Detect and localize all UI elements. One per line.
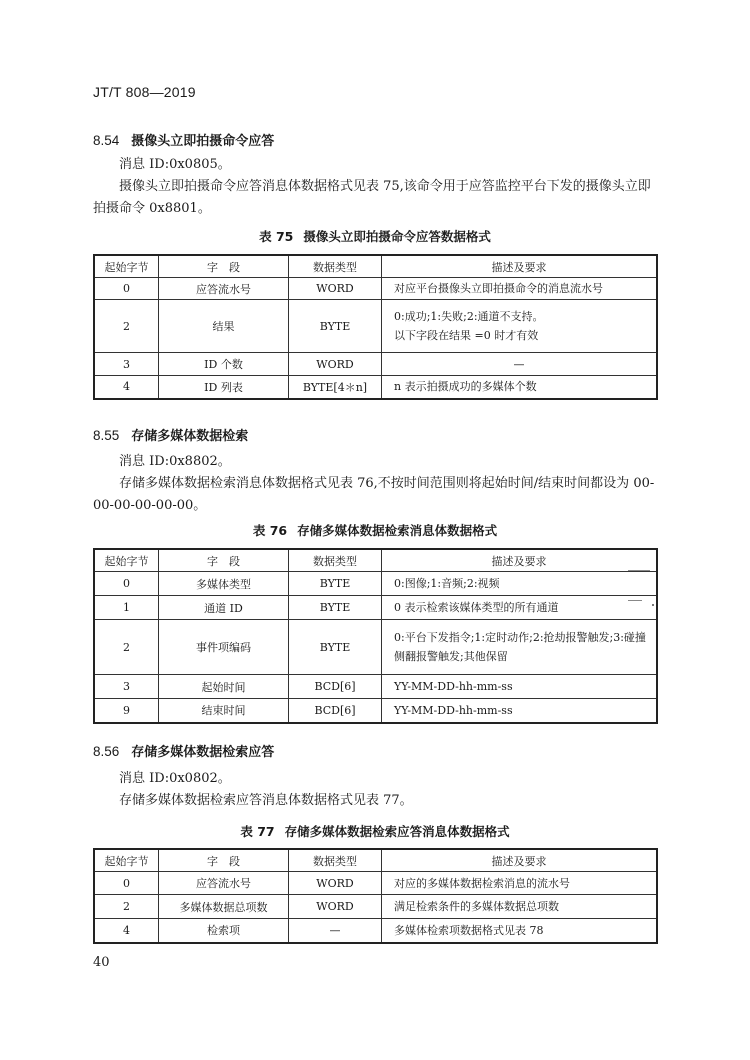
section-heading-8-54: 8.54 摄像头立即拍摄命令应答 (93, 133, 275, 149)
cell-field: 结果 (159, 300, 289, 353)
table-row (94, 675, 657, 699)
cell-desc: 0 表示检索该媒体类型的所有通道 (382, 596, 658, 620)
cell-field: 起始时间 (159, 675, 289, 699)
section-heading-8-55: 8.55 存储多媒体数据检索 (93, 428, 249, 444)
cell-desc: 0:图像;1:音频;2:视频 (382, 572, 658, 596)
cell-desc: 对应的多媒体数据检索消息的流水号 (382, 872, 658, 895)
cell-type: WORD (289, 895, 382, 919)
cell-offset: 9 (94, 699, 159, 723)
table-row (94, 376, 657, 399)
col-header: 数据类型 (289, 255, 382, 278)
col-header: 起始字节 (94, 549, 159, 572)
cell-desc: YY-MM-DD-hh-mm-ss (382, 699, 658, 723)
scan-artifact (652, 604, 654, 606)
cell-field: 通道 ID (159, 596, 289, 620)
cell-offset: 3 (94, 353, 159, 376)
cell-offset: 0 (94, 572, 159, 596)
cell-desc: 满足检索条件的多媒体数据总项数 (382, 895, 658, 919)
col-header: 字 段 (159, 549, 289, 572)
table-row (94, 895, 657, 919)
standard-header: JT/T 808—2019 (93, 84, 196, 100)
cell-desc: n 表示拍摄成功的多媒体个数 (382, 376, 658, 399)
page-number: 40 (93, 955, 110, 970)
cell-offset: 2 (94, 895, 159, 919)
cell-offset: 2 (94, 300, 159, 353)
table-row (94, 872, 657, 895)
table-caption-76: 表 76 存储多媒体数据检索消息体数据格式 (252, 523, 498, 538)
col-header: 描述及要求 (382, 849, 658, 872)
cell-offset: 3 (94, 675, 159, 699)
cell-field: 多媒体类型 (159, 572, 289, 596)
scan-artifact (628, 570, 650, 571)
cell-desc: YY-MM-DD-hh-mm-ss (382, 675, 658, 699)
cell-field: ID 个数 (159, 353, 289, 376)
cell-field: 应答流水号 (159, 872, 289, 895)
cell-type: WORD (289, 278, 382, 300)
cell-type: BCD[6] (289, 675, 382, 699)
col-header: 起始字节 (94, 849, 159, 872)
cell-desc: 0:成功;1:失败;2:通道不支持。 以下字段在结果 =0 时才有效 (382, 300, 658, 353)
table-row (94, 699, 657, 723)
cell-type: BYTE (289, 300, 382, 353)
table-75 (93, 254, 658, 400)
paragraph: 消息 ID:0x0805。 (119, 157, 231, 172)
cell-desc: 0:平台下发指令;1:定时动作;2:抢劫报警触发;3:碰撞侧翻报警触发;其他保留 (382, 620, 658, 675)
cell-type: — (289, 919, 382, 943)
paragraph: 摄像头立即拍摄命令应答消息体数据格式见表 75,该命令用于应答监控平台下发的摄像头立即拍摄命令 0x8801。 (93, 179, 651, 216)
section-heading-8-56: 8.56 存储多媒体数据检索应答 (93, 744, 275, 760)
cell-offset: 0 (94, 278, 159, 300)
cell-field: ID 列表 (159, 376, 289, 399)
cell-offset: 0 (94, 872, 159, 895)
cell-desc: 对应平台摄像头立即拍摄命令的消息流水号 (382, 278, 658, 300)
table-77 (93, 848, 658, 944)
table-row (94, 300, 657, 353)
col-header: 数据类型 (289, 549, 382, 572)
table-row (94, 620, 657, 675)
table-caption-75: 表 75 摄像头立即拍摄命令应答数据格式 (259, 229, 491, 244)
cell-field: 检索项 (159, 919, 289, 943)
col-header: 起始字节 (94, 255, 159, 278)
cell-type: BYTE (289, 596, 382, 620)
table-row (94, 919, 657, 943)
cell-offset: 1 (94, 596, 159, 620)
cell-offset: 4 (94, 376, 159, 399)
cell-type: BYTE[4＊n] (289, 376, 382, 399)
cell-type: WORD (289, 872, 382, 895)
cell-desc: — (382, 353, 658, 376)
cell-field: 结束时间 (159, 699, 289, 723)
cell-offset: 2 (94, 620, 159, 675)
cell-desc: 多媒体检索项数据格式见表 78 (382, 919, 658, 943)
paragraph: 消息 ID:0x8802。 (119, 454, 231, 469)
col-header: 描述及要求 (382, 549, 658, 572)
table-row (94, 596, 657, 620)
cell-field: 事件项编码 (159, 620, 289, 675)
paragraph: 存储多媒体数据检索应答消息体数据格式见表 77。 (119, 793, 413, 808)
table-caption-77: 表 77 存储多媒体数据检索应答消息体数据格式 (240, 824, 510, 839)
cell-type: BCD[6] (289, 699, 382, 723)
cell-field: 多媒体数据总项数 (159, 895, 289, 919)
cell-type: WORD (289, 353, 382, 376)
cell-type: BYTE (289, 620, 382, 675)
cell-offset: 4 (94, 919, 159, 943)
table-row (94, 353, 657, 376)
paragraph: 消息 ID:0x0802。 (119, 771, 231, 786)
table-header-row (94, 255, 657, 278)
col-header: 描述及要求 (382, 255, 658, 278)
cell-type: BYTE (289, 572, 382, 596)
table-76 (93, 548, 658, 724)
table-row (94, 572, 657, 596)
col-header: 数据类型 (289, 849, 382, 872)
table-header-row (94, 849, 657, 872)
paragraph: 存储多媒体数据检索消息体数据格式见表 76,不按时间范围则将起始时间/结束时间都设为 00-00-00-00-00-00。 (93, 476, 655, 513)
col-header: 字 段 (159, 255, 289, 278)
table-row (94, 278, 657, 300)
cell-field: 应答流水号 (159, 278, 289, 300)
table-header-row (94, 549, 657, 572)
col-header: 字 段 (159, 849, 289, 872)
scan-artifact (628, 600, 642, 601)
